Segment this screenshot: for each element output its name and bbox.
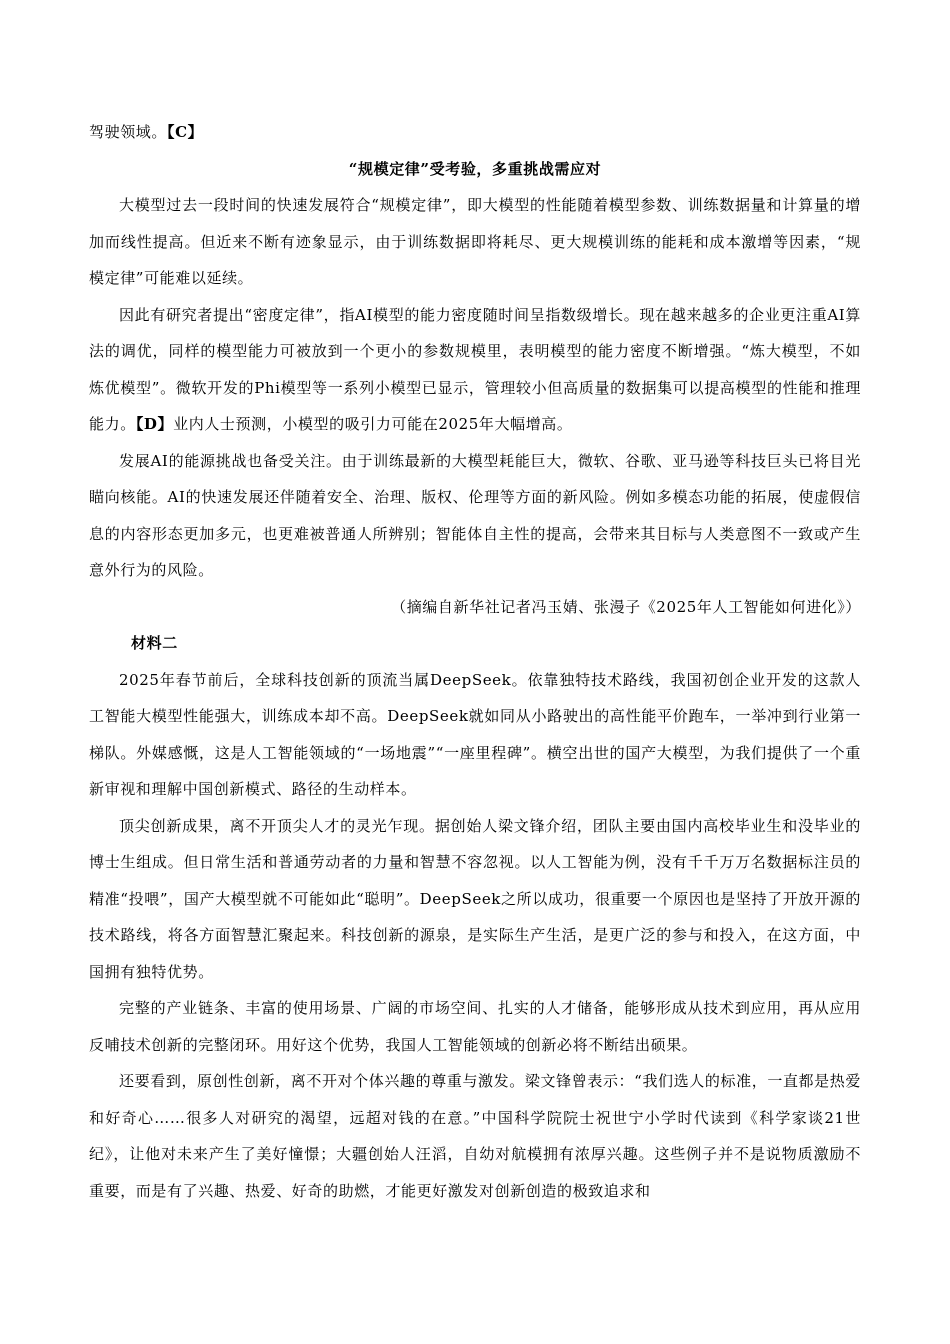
paragraph-talent: 顶尖创新成果，离不开顶尖人才的灵光乍现。据创始人梁文锋介绍，团队主要由国内高校毕业生和没毕业的博士生组成。但日常生活和普通劳动者的力量和智慧不容忽视。以人工智能为例，没有千千万万名数据标注员的精准“投喂”，国产大模型就不可能如此“聪明”。DeepSeek之所以成功，很重要一个原因也是坚持了开放开源的技术路线，将各方面智慧汇聚起来。科技创新的源泉，是实际生产生活，是更广泛的参与和投入，在这方面，中国拥有独特优势。 [89,816,861,981]
paragraph-text: 因此有研究者提出“密度定律”，指AI模型的能力密度随时间呈指数级增长。现在越来越多的企业更注重AI算法的调优，同样的模型能力可被放到一个更小的参数规模里，表明模型的能力密度不断增强。“炼大模型，不如炼优模型”。微软开发的Phi模型等一系列小模型已显示，管理较小但高质量的数据集可以提高模型的性能和推理能力。 [89,305,861,433]
paragraph-interest: 还要看到，原创性创新，离不开对个体兴趣的尊重与激发。梁文锋曾表示：“我们选人的标准，一直都是热爱和好奇心……很多人对研究的渴望，远超对钱的在意。”中国科学院院士祝世宁小学时代读到《科学家谈21世纪》，让他对未来产生了美好憧憬；大疆创始人汪滔，自幼对航模拥有浓厚兴趣。这些例子并不是说物质激励不重要，而是有了兴趣、热爱、好奇的助燃，才能更好激发对创新创造的极致追求和 [89,1072,861,1200]
paragraph-density-law [89,297,861,443]
paragraph-deepseek: 2025年春节前后，全球科技创新的顶流当属DeepSeek。依靠独特技术路线，我国初创企业开发的这款人工智能大模型性能强大，训练成本却不高。DeepSeek就如同从小路驶出的高性能平价跑车，一举冲到行业第一梯队。外媒感慨，这是人工智能领域的“一场地震”“一座里程碑”。横空出世的国产大模型，为我们提供了一个重新审视和理解中国创新模式、路径的生动样本。 [89,670,861,798]
paragraph-continuation [89,114,861,151]
paragraph-text: 业内人士预测，小模型的吸引力可能在2025年大幅增高。 [173,415,573,433]
answer-marker-c: 【C】 [167,123,204,141]
section-heading: “规模定律”受考验，多重挑战需应对 [348,159,602,178]
source-citation: （摘编自新华社记者冯玉婧、张漫子《2025年人工智能如何进化》） [391,597,861,616]
paragraph-energy-challenge: 发展AI的能源挑战也备受关注。由于训练最新的大模型耗能巨大，微软、谷歌、亚马逊等科技巨头已将目光瞄向核能。AI的快速发展还伴随着安全、治理、版权、伦理等方面的新风险。例如多模态功能的拓展，使虚假信息的内容形态更加多元，也更难被普通人所辨别；智能体自主性的提高，会带来其目标与人类意图不一致或产生意外行为的风险。 [89,451,861,579]
paragraph-text: 驾驶领域。 [89,123,168,141]
document-page [89,114,861,1209]
paragraph-industry-chain: 完整的产业链条、丰富的使用场景、广阔的市场空间、扎实的人才储备，能够形成从技术到应用，再从应用反哺技术创新的完整闭环。用好这个优势，我国人工智能领域的创新必将不断结出硕果。 [89,999,861,1054]
answer-marker-d: 【D】 [135,415,174,433]
paragraph-scaling-law: 大模型过去一段时间的快速发展符合“规模定律”，即大模型的性能随着模型参数、训练数据量和计算量的增加而线性提高。但近来不断有迹象显示，由于训练数据即将耗尽、更大规模训练的能耗和成本激增等因素，“规模定律”可能难以延续。 [89,196,861,287]
material-two-label: 材料二 [131,634,178,652]
